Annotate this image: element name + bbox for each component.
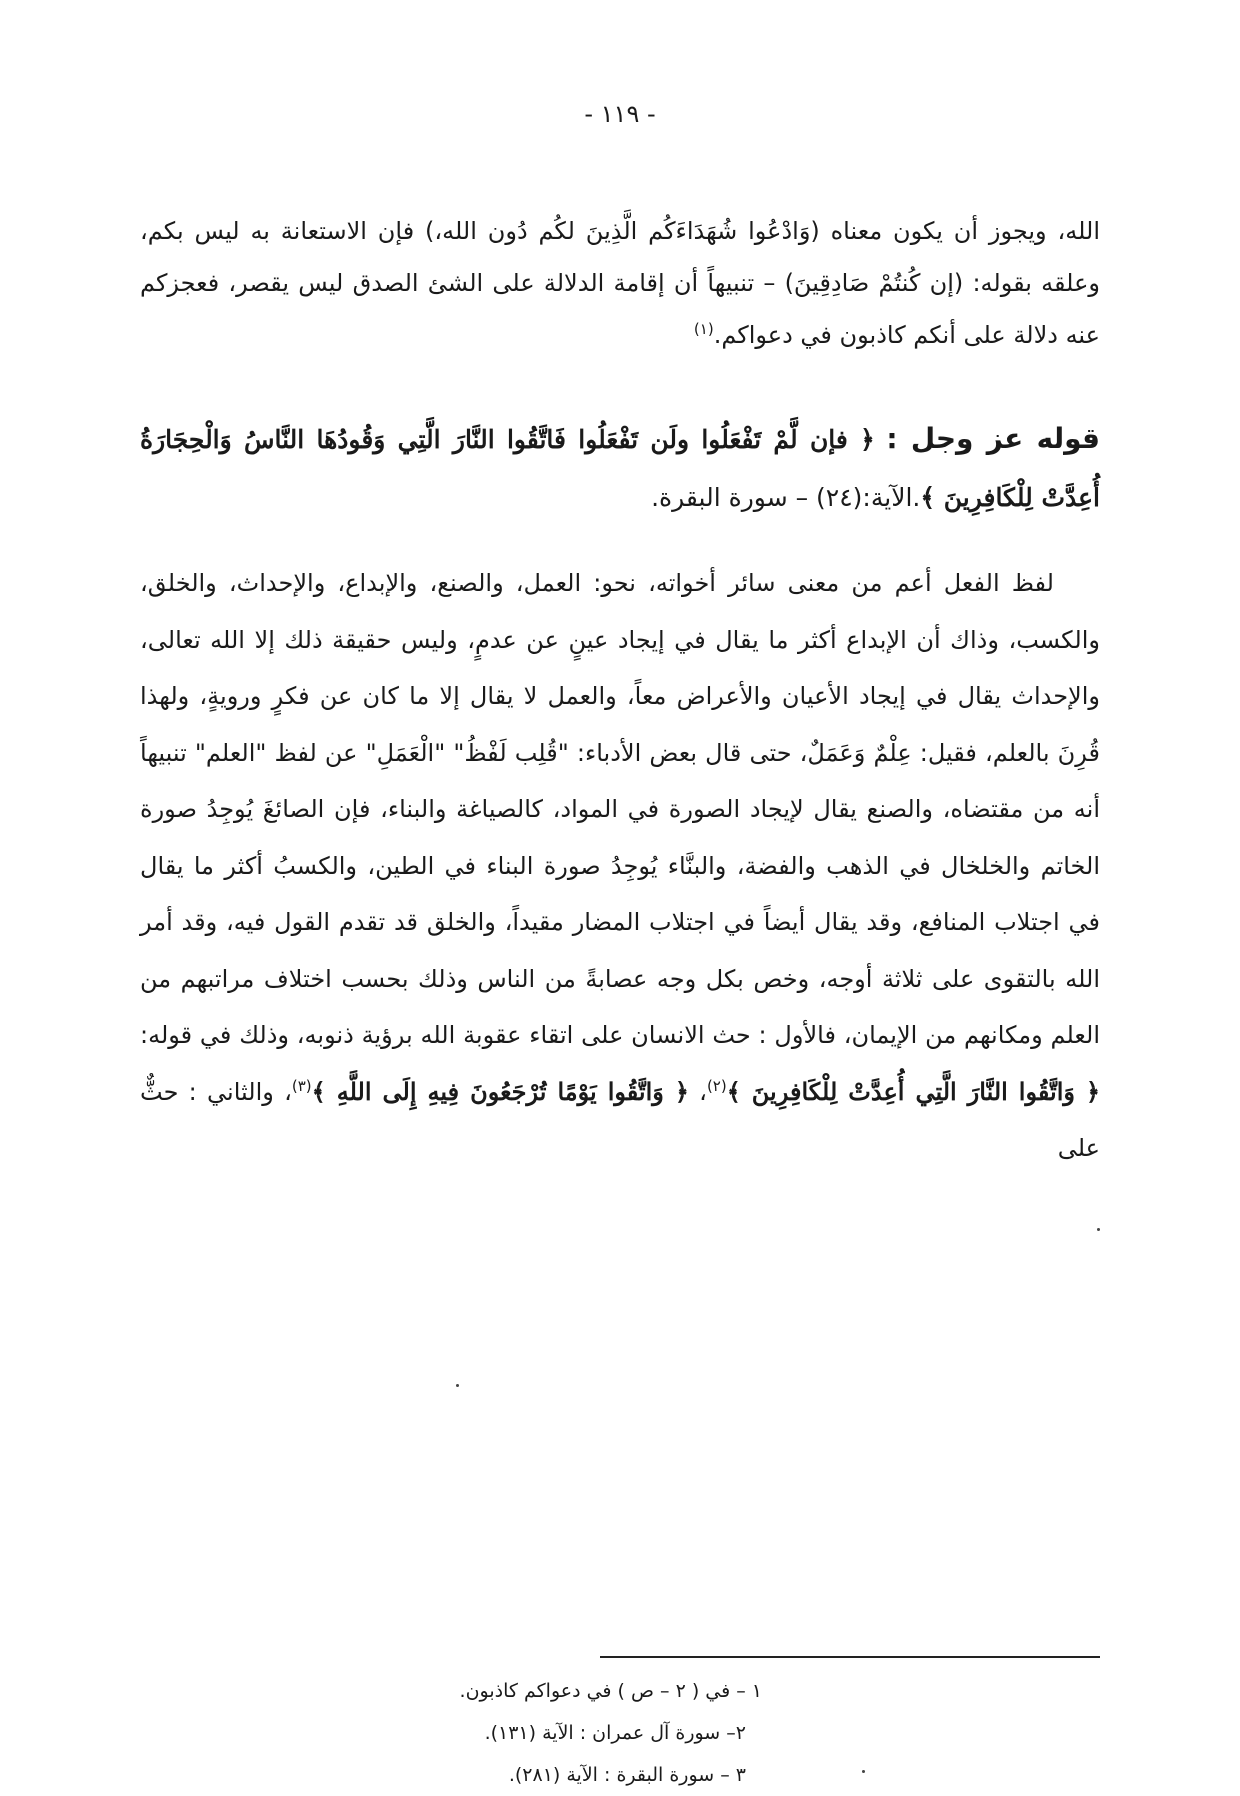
separator: ، xyxy=(688,1077,707,1106)
main-paragraph-body xyxy=(140,555,1100,1177)
footnote-ref-3: (٣) xyxy=(291,1076,312,1095)
verse-reference: .الآية:(٢٤) – سورة البقرة. xyxy=(651,483,921,512)
verse-text: ﴿ فإن لَّمْ تَفْعَلُوا ولَن تَفْعَلُوا فَاتَّقُوا النَّارَ الَّتِي وَقُودُهَا النَّاسُ وَالْحِجَارَةُ أُعِدَّتْ لِلْكَافِرِينَ ﴾ xyxy=(140,425,1100,512)
intro-paragraph xyxy=(140,205,1100,361)
scan-speck xyxy=(1097,1228,1100,1231)
main-text: لفظ الفعل أعم من معنى سائر أخواته، نحو: العمل، والصنع، والإبداع، والإحداث، والخلق، والكسب، وذاك أن الإبداع أكثر ما يقال في إيجاد عينٍ عن عدمٍ، وليس حقيقة ذلك إلا الله تعالى، والإحداث يقال في إيجاد الأعيان والأعراض معاً، والعمل لا يقال إلا ما كان عن فكرٍ ورويةٍ، ولهذا قُرِنَ بالعلم، فقيل: عِلْمٌ وَعَمَلٌ، حتى قال بعض الأدباء: "قُلِب لَفْظُ" "الْعَمَلِ" عن لفظ "العلم" تنبيهاً أنه من مقتضاه، والصنع يقال لإيجاد الصورة في المواد، كالصياغة والبناء، فإن الصائغَ يُوجِدُ صورة الخاتم والخلخال في الذهب والفضة، والبنَّاء يُوجِدُ صورة البناء في الطين، والكسبُ أكثر ما يقال في اجتلاب المنافع، وقد يقال أيضاً في اجتلاب المضار مقيداً، والخلق قد تقدم القول فيه، وقد أمر الله بالتقوى على ثلاثة أوجه، وخص بكل وجه عصابةً من الناس وذلك بحسب اختلاف مراتبهم من العلم ومكانهم من الإيمان، فالأول : حث الانسان على اتقاء عقوبة الله برؤية ذنوبه، وذلك في قوله: xyxy=(140,569,1100,1049)
verse-lead: قوله عز وجل : xyxy=(886,422,1101,455)
footnote-ref-1: (١) xyxy=(693,320,714,338)
main-tail: ، والثاني : حثٌّ على xyxy=(140,1077,1100,1162)
verse-quote-2: ﴿ وَاتَّقُوا يَوْمًا تُرْجَعُونَ فِيهِ إِلَى اللَّهِ ﴾ xyxy=(311,1076,689,1106)
scan-speck xyxy=(456,1384,459,1387)
footnote-3: ٣ – سورة البقرة : الآية (٢٨١). xyxy=(508,1764,746,1786)
footnote-separator xyxy=(600,1656,1100,1658)
verse-heading xyxy=(140,410,1100,527)
scan-speck xyxy=(862,1770,865,1773)
footnotes xyxy=(362,1670,762,1796)
footnote-2: ٢– سورة آل عمران : الآية (١٣١). xyxy=(484,1722,746,1744)
footnote-1: ١ – في ( ٢ – ص ) في دعواكم كاذبون. xyxy=(459,1680,762,1702)
verse-quote-1: ﴿ وَاتَّقُوا النَّارَ الَّتِي أُعِدَّتْ لِلْكَافِرِينَ ﴾ xyxy=(726,1076,1101,1106)
main-paragraph xyxy=(140,555,1100,1177)
intro-text: الله، ويجوز أن يكون معناه (وَادْعُوا شُهَدَاءَكُم الَّذِينَ لكُم دُون الله،) فإن الاستعانة به ليس بكم، وعلقه بقوله: (إن كُنتُمْ صَادِقِينَ) – تنبيهاً أن إقامة الدلالة على الشئ الصدق ليس يقصر، فعجزكم عنه دلالة على أنكم كاذبون في دعواكم. xyxy=(140,217,1100,349)
footnote-ref-2: (٢) xyxy=(706,1076,727,1095)
page-number: - ١١٩ - xyxy=(584,100,656,128)
